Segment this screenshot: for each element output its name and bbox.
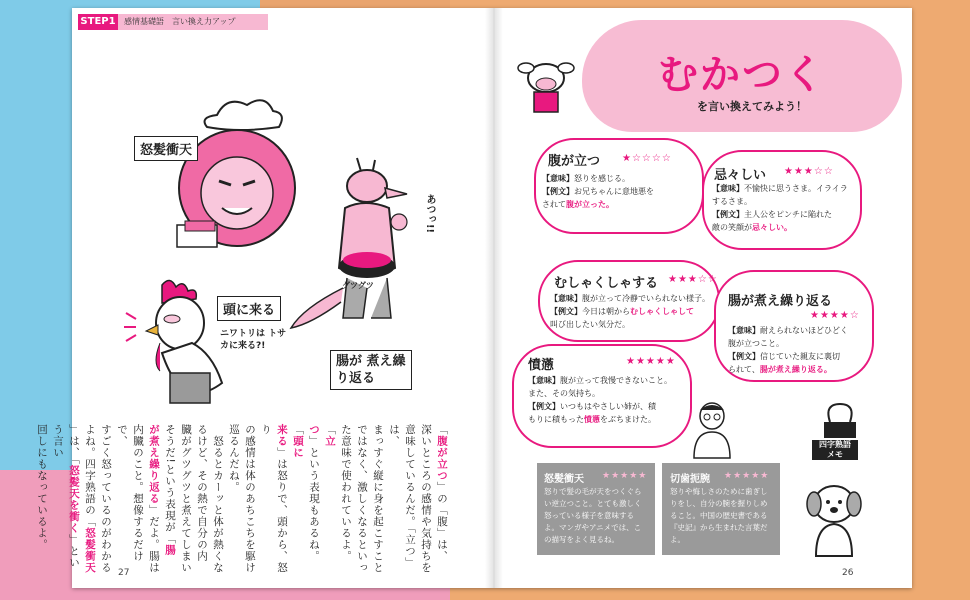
page-number-left: 27 [118,568,130,578]
yoji-title: 怒髪衝天 [544,474,584,485]
body-text-line: 内臓のこと。想像するだけで、 [116,424,144,562]
word-title: 憤懣 [528,358,555,373]
teacher-illustration [690,400,734,460]
book-gutter [485,8,503,588]
rooster-label: 頭に来る [217,296,281,321]
body-text-line: 回しにもなっているよ。 [36,424,48,551]
kangaroo-exclaim: あつっ!! [424,194,435,234]
page-title: むかつく [658,52,826,98]
rating-stars: ★★★★★ [724,471,770,481]
rating-stars: ★★★★★ [602,471,648,481]
step-badge: STEP1 [78,14,118,30]
yoji-description: 怒りで髪の毛が天をつくぐら い逆立つこと。とても激しく 怒っている様子を意味する よ。マンガやアニメでは、こ の描写をよく見るね。 [544,487,642,544]
body-text-line: そうだ!という表現が「腸 [164,424,176,556]
body-text-line: た意味で使われているよ。「立 [324,424,352,562]
word-title: 腹が立つ [548,154,601,169]
dog-mascot [798,478,868,558]
yoji-title: 切歯扼腕 [670,474,710,485]
word-title: 腸が煮え繰り返る [728,294,833,309]
body-text-line: るけど、その熱で自分の内 [196,424,208,562]
body-text-line: まっすぐ縦に身を起こすこと [372,424,384,574]
body-text-line: 怒るとカーッと体が熱くな [212,424,224,574]
rating-stars: ★☆☆☆☆ [622,153,672,164]
kangaroo-sfx: グツグツ [342,281,374,290]
lion-label: 怒髪衝天 [134,136,198,161]
rooster-caption: ニワトリは トサカに来る?! [220,329,287,351]
book-spread [36,8,912,588]
word-meaning: 【意味】腹が立って我慢できないこと。 また、その気持ち。 【例文】いつもはやさしい姉が、積 もりに積もった憤懣をぶちまけた。 [528,376,672,424]
yoji-description: 怒りや悔しさのために歯ぎし りをし、自分の腕を握りしめ ること。中国の歴史書である 『史記』から生まれた言葉だ よ。 [670,487,768,544]
body-text-line: ではなく、激しくなるといっ [356,424,368,574]
body-text-line: の感情は体のあちこちを駆け [244,424,256,574]
yoji-memo-label: 四字熟語 メモ [812,440,858,460]
binder-clip-icon [820,400,860,440]
body-text-line: が煮え繰り返る」だよ。腸は [148,424,160,574]
rating-stars: ★★★☆☆ [784,166,834,177]
lion-illustration [167,93,307,263]
section-header: 感情基礎語 言い換え力アップ [118,14,268,30]
rating-stars: ★★★★☆ [810,310,860,321]
kangaroo-label: 腸が 煮え繰り返る [330,350,412,390]
body-text-line: 深いところの感情や気持ちを [420,424,432,574]
body-text-line: 「腹が立つ」の「腹」は、 [436,424,448,562]
body-text-line: つ」という表現もあるね。「頭に [292,424,320,562]
body-text-line: すごく怒っているのがわかる [100,424,112,574]
word-title: むしゃくしゃする [554,276,659,291]
rating-stars: ★★★★★ [626,356,676,367]
cow-mascot [512,52,582,122]
word-title: 忌々しい [714,168,767,183]
body-text-line: 巡るんだね。 [228,424,240,493]
left-body-text [36,424,450,574]
rating-stars: ★★★☆☆ [668,274,718,285]
page-number-right: 26 [842,568,854,578]
word-meaning: 【意味】不愉快に思うさま。イライラ するさま。 【例文】主人公をピンチに陥れた 敵の笑顔が忌々しい。 [712,184,848,232]
body-text-line: よね。四字熟語の「怒髪衝天 [84,424,96,574]
word-meaning: 【意味】怒りを感じる。 【例文】お兄ちゃんに意地悪を されて腹が立った。 [542,174,654,209]
rooster-illustration [122,273,232,413]
word-meaning: 【意味】腹が立って冷静でいられない様子。 【例文】今日は朝からむしゃくしゃして 叫び出したい気分だ。 [550,294,710,329]
kangaroo-illustration [287,148,437,348]
body-text-line: 臓がグツグツと煮えてしまい [180,424,192,574]
body-text-line: 意味しているんだ。「立つ」は、 [388,424,416,569]
body-text-line: 来る」は怒りで、頭から、怒り [260,424,288,574]
page-subtitle: を言い換えてみよう！ [697,100,807,113]
word-meaning: 【意味】耐えられないほどひどく 腹が立つこと。 【例文】信じていた親友に裏切 られて、腸が煮え繰り返る。 [728,326,848,374]
body-text-line: 」は、「怒髪天を衝く」という言い [52,424,80,569]
